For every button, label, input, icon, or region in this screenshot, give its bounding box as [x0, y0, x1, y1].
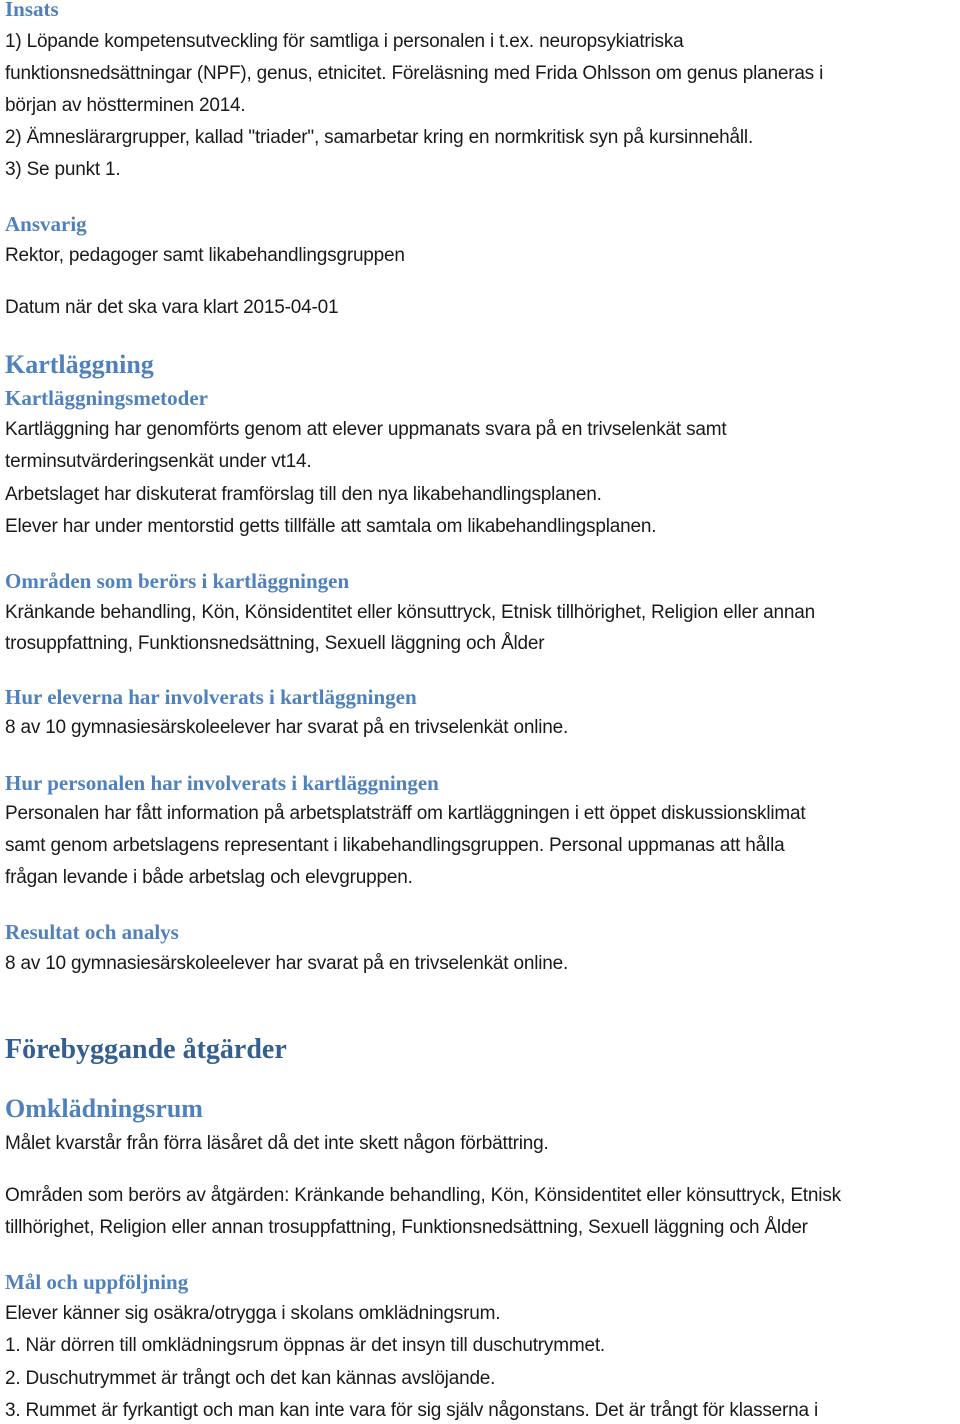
mal-line-3: 2. Duschutrymmet är trångt och det kan kännas avslöjande. [5, 1368, 496, 1389]
heading-insats: Insats [5, 0, 59, 21]
ansvarig-text: Rektor, pedagoger samt likabehandlingsgruppen [5, 245, 405, 266]
omkladningsrum-text: Målet kvarstår från förra läsåret då det inte skett någon förbättring. [5, 1133, 549, 1154]
personalen-line-1: Personalen har fått information på arbetsplatsträff om kartläggningen i ett öppet diskussionsklimat [5, 803, 806, 824]
insats-line-5: 3) Se punkt 1. [5, 159, 121, 180]
datum-text: Datum när det ska vara klart 2015-04-01 [5, 297, 339, 318]
mal-line-1: Elever känner sig osäkra/otrygga i skolans omklädningsrum. [5, 1303, 501, 1324]
atgard-omraden-line-1: Områden som berörs av åtgärden: Kränkande behandling, Kön, Könsidentitet eller könsuttryck, Etnisk [5, 1185, 841, 1206]
personalen-line-2: samt genom arbetslagens representant i likabehandlingsgruppen. Personal uppmanas att hålla [5, 835, 785, 856]
atgard-omraden-line-2: tillhörighet, Religion eller annan trosuppfattning, Funktionsnedsättning, Sexuell läggning och Ålder [5, 1217, 808, 1238]
heading-mal-uppfoljning: Mål och uppföljning [5, 1270, 189, 1294]
omraden-line-1: Kränkande behandling, Kön, Könsidentitet eller könsuttryck, Etnisk tillhörighet, Religion eller annan [5, 602, 815, 623]
mal-line-2: 1. När dörren till omklädningsrum öppnas är det insyn till duschutrymmet. [5, 1335, 605, 1356]
eleverna-text: 8 av 10 gymnasiesärskoleelever har svarat på en trivselenkät online. [5, 717, 569, 738]
insats-line-1: 1) Löpande kompetensutveckling för samtliga i personalen i t.ex. neuropsykiatriska [5, 31, 684, 52]
metoder-line-3: Arbetslaget har diskuterat framförslag till den nya likabehandlingsplanen. [5, 484, 602, 505]
mal-line-4: 3. Rummet är fyrkantigt och man kan inte vara för sig själv någonstans. Det är trångt för klasserna i [5, 1400, 819, 1421]
personalen-line-3: frågan levande i både arbetslag och elevgruppen. [5, 867, 413, 888]
heading-personalen-involverats: Hur personalen har involverats i kartläggningen [5, 771, 439, 795]
heading-forebyggande-atgarder: Förebyggande åtgärder [5, 1034, 287, 1065]
heading-omkladningsrum: Omklädningsrum [5, 1094, 203, 1123]
metoder-line-1: Kartläggning har genomförts genom att elever uppmanats svara på en trivselenkät samt [5, 419, 727, 440]
heading-resultat-analys: Resultat och analys [5, 920, 179, 944]
insats-line-2: funktionsnedsättningar (NPF), genus, etnicitet. Föreläsning med Frida Ohlsson om genus planeras i [5, 63, 824, 84]
heading-omraden-kartlaggning: Områden som berörs i kartläggningen [5, 569, 350, 593]
heading-kartlaggning: Kartläggning [5, 350, 154, 379]
metoder-line-4: Elever har under mentorstid getts tillfälle att samtala om likabehandlingsplanen. [5, 516, 657, 537]
resultat-text: 8 av 10 gymnasiesärskoleelever har svarat på en trivselenkät online. [5, 953, 569, 974]
metoder-line-2: terminsutvärderingsenkät under vt14. [5, 451, 312, 472]
heading-kartlaggningsmetoder: Kartläggningsmetoder [5, 386, 208, 410]
heading-eleverna-involverats: Hur eleverna har involverats i kartläggningen [5, 685, 417, 709]
insats-line-3: början av höstterminen 2014. [5, 95, 246, 116]
insats-line-4: 2) Ämneslärargrupper, kallad "triader", samarbetar kring en normkritisk syn på kursinnehåll. [5, 127, 754, 148]
omraden-line-2: trosuppfattning, Funktionsnedsättning, Sexuell läggning och Ålder [5, 633, 545, 654]
heading-ansvarig: Ansvarig [5, 212, 87, 236]
